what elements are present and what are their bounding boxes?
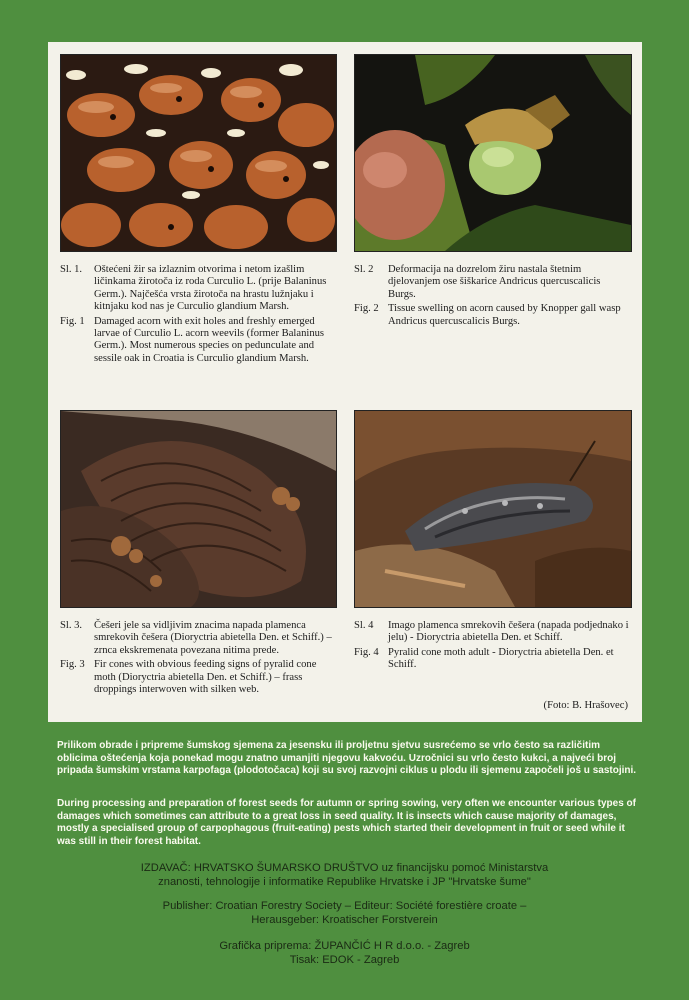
figure-2-en-text: Tissue swelling on acorn caused by Knopper gall wasp Andricus quercuscalicis Burgs. — [388, 303, 621, 327]
photo-damaged-acorns — [60, 54, 337, 252]
publisher-croatian-line-1: IZDAVAČ: HRVATSKO ŠUMARSKO DRUŠTVO uz financijsku pomoć Ministarstva — [140, 862, 549, 874]
figure-3-hr-label: Sl. 3. — [60, 620, 83, 631]
caption-figure-4 — [354, 620, 630, 674]
caption-figure-3 — [60, 620, 338, 698]
figure-1-hr-text: Oštećeni žir sa izlaznim otvorima i netom izašlim ličinkama žirotoča iz roda Curculio L. (prije Balaninus Germ.). Najčešća vrsta žirotoča na hrastu lužnjaku i kitnjaku kod nas je Curculio glandium Marsh. — [94, 264, 327, 313]
photo-fir-cones — [60, 410, 337, 608]
photo-credit: (Foto: B. Hrašovec) — [543, 700, 628, 711]
figure-3-en-text: Fir cones with obvious feeding signs of pyralid cone moth (Dioryctria abietella Den. et Schiff.) – frass droppings interwoven with silken web. — [94, 659, 317, 696]
figure-2-hr-label: Sl. 2 — [354, 264, 374, 275]
footer-area — [0, 722, 689, 1000]
graphics-credit: Grafička priprema: ŽUPANČIĆ H R d.o.o. - Zagreb — [219, 940, 470, 952]
figure-1-en-text: Damaged acorn with exit holes and freshly emerged larvae of Curculio L. acorn weevils (former Balaninus Germ.). Most numerous species on pedunculate and sessile oak in Croatia is Curculio glandium Marsh. — [94, 315, 325, 364]
intro-croatian: Prilikom obrade i pripreme šumskog sjemena za jesensku ili proljetnu sjetvu susrećemo se vrlo često sa različitim oblicima oštećenja koja ponekad mogu znatno umanjiti njegovu kakvoću. Uzročnici su vrlo često kukci, a najveći broj pripada šumskim vrstama karpofaga (plodotočaca) koji su svoj razvojni ciklus u plodu ili sjemenu započeli još u sastojini. — [57, 740, 637, 777]
figure-4-hr-text: Imago plamenca smrekovih češera (napada podjednako i jelu) - Dioryctria abietella Den. et Schiff. — [388, 620, 629, 644]
figure-4-en-label: Fig. 4 — [354, 646, 379, 658]
publisher-multilingual-line-2: Herausgeber: Kroatischer Forstverein — [251, 914, 438, 926]
figure-4-en-text: Pyralid cone moth adult - Dioryctria abietella Den. et Schiff. — [388, 646, 614, 671]
figure-4-hr-label: Sl. 4 — [354, 620, 374, 631]
figure-panel — [48, 42, 642, 722]
caption-figure-1 — [60, 264, 338, 367]
figure-3-hr-text: Češeri jele sa vidljivim znacima napada plamenca smrekovih češera (Dioryctria abietella Den. et Schiff.) – zrnca ekskremenata povezana nitima prede. — [94, 620, 332, 656]
figure-3-en-label: Fig. 3 — [60, 659, 85, 671]
figure-2-hr-text: Deformacija na dozrelom žiru nastala štetnim djelovanjem ose šiškarice Andricus quercuscalicis Burgs. — [388, 264, 601, 300]
publisher-multilingual-line-1: Publisher: Croatian Forestry Society – Editeur: Société forestière croate – — [162, 900, 527, 912]
figure-1-hr-label: Sl. 1. — [60, 264, 83, 275]
figure-2-en-label: Fig. 2 — [354, 303, 379, 315]
publisher-croatian-line-2: znanosti, tehnologije i informatike Republike Hrvatske i JP "Hrvatske šume" — [158, 876, 531, 888]
figure-1-en-label: Fig. 1 — [60, 315, 85, 327]
caption-figure-2 — [354, 264, 630, 330]
photo-cone-moth — [354, 410, 632, 608]
photo-acorn-gall — [354, 54, 632, 252]
intro-english: During processing and preparation of forest seeds for autumn or spring sowing, very often we encounter various types of damages which sometimes can attribute to a great loss in seed quality. It is insects which cause majority of damages, mostly a specialised group of carpophagous (fruit-eating) pests which started their development in fruit or seed while it was still in their forest habitat. — [57, 798, 636, 847]
print-credit: Tisak: EDOK - Zagreb — [289, 954, 400, 966]
